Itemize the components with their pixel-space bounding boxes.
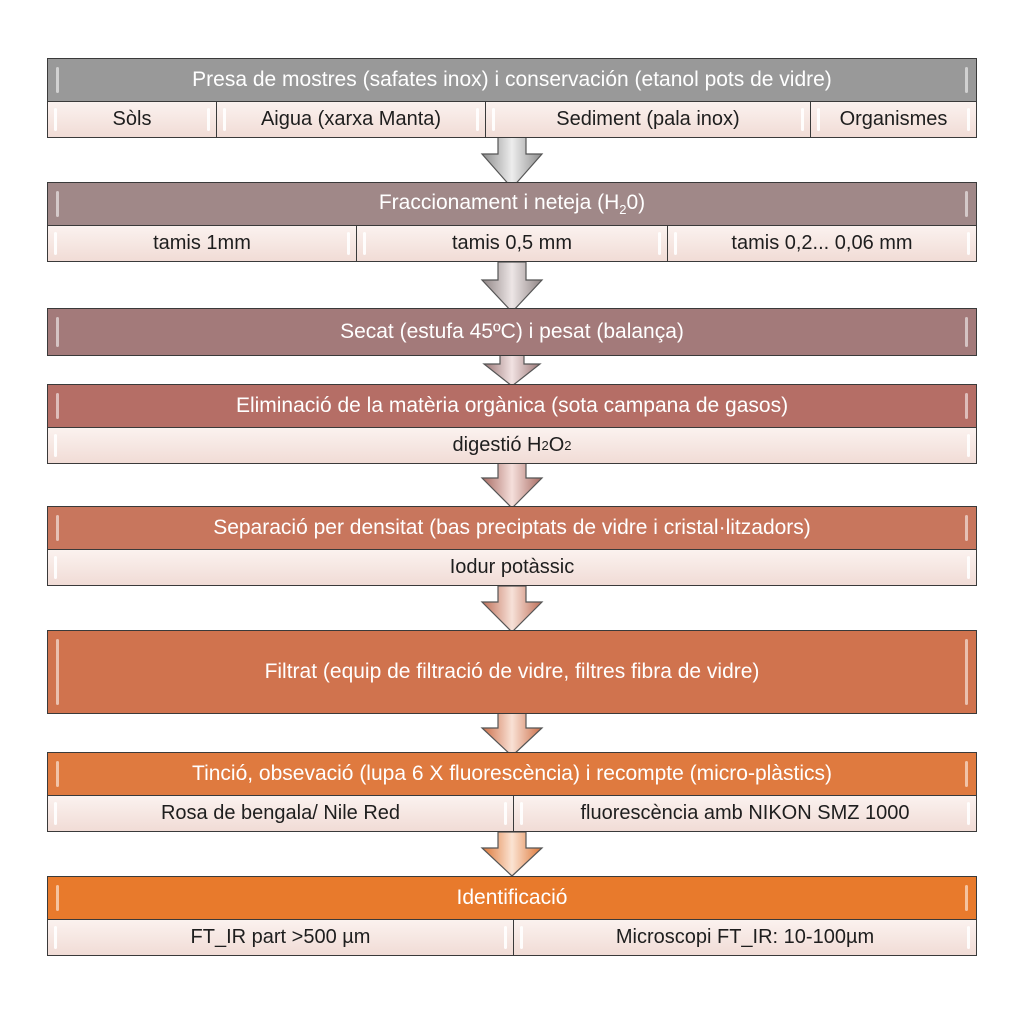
step-options [47, 428, 977, 464]
step-title: Filtrat (equip de filtració de vidre, filtres fibra de vidre) [264, 660, 760, 683]
option-cell: Aigua (xarxa Manta) [216, 102, 485, 137]
step-header [47, 308, 977, 356]
step-header [47, 384, 977, 428]
step-filtration [47, 630, 977, 714]
step-sampling [47, 58, 977, 138]
option-cell: FT_IR part >500 µm [48, 920, 513, 955]
step-title: Identificació [456, 886, 568, 909]
step-title: Eliminació de la matèria orgànica (sota campana de gasos) [235, 394, 789, 417]
option-cell: digestió H 2 O 2 [48, 428, 976, 463]
option-cell: fluorescència amb NIKON SMZ 1000 [513, 796, 976, 831]
step-identification [47, 876, 977, 956]
step-header [47, 876, 977, 920]
option-cell: tamis 1mm [48, 226, 356, 261]
step-staining [47, 752, 977, 832]
down-arrow-icon [480, 262, 544, 314]
step-header [47, 182, 977, 226]
down-arrow-icon [480, 586, 544, 634]
option-cell: Microscopi FT_IR: 10-100µm [513, 920, 976, 955]
step-options [47, 920, 977, 956]
step-organic-removal [47, 384, 977, 464]
step-title: Secat (estufa 45ºC) i pesat (balança) [340, 320, 684, 343]
option-cell: Rosa de bengala/ Nile Red [48, 796, 513, 831]
step-header [47, 58, 977, 102]
option-cell: Organismes [810, 102, 976, 137]
option-cell: Sediment (pala inox) [485, 102, 810, 137]
option-cell: tamis 0,5 mm [356, 226, 667, 261]
down-arrow-icon [480, 460, 544, 510]
option-cell: Sòls [48, 102, 216, 137]
step-header [47, 506, 977, 550]
step-title: Fraccionament i neteja $(H_20)$ [378, 190, 646, 218]
step-title: Presa de mostres (safates inox) i conservación (etanol pots de vidre) [192, 68, 832, 91]
step-title: Separació per densitat (bas preciptats de vidre i cristal·litzadors) [213, 516, 811, 539]
step-fractionation [47, 182, 977, 262]
down-arrow-icon [480, 354, 544, 388]
step-options [47, 796, 977, 832]
step-header [47, 630, 977, 714]
step-title: Tinció, obsevació (lupa 6 X fluorescència) i recompte (micro-plàstics) [192, 762, 832, 785]
down-arrow-icon [480, 832, 544, 878]
step-options [47, 550, 977, 586]
step-options [47, 102, 977, 138]
option-cell: Iodur potàssic [48, 550, 976, 585]
step-header [47, 752, 977, 796]
step-density-separation [47, 506, 977, 586]
step-drying [47, 308, 977, 356]
step-options [47, 226, 977, 262]
option-cell: tamis 0,2... 0,06 mm [667, 226, 976, 261]
